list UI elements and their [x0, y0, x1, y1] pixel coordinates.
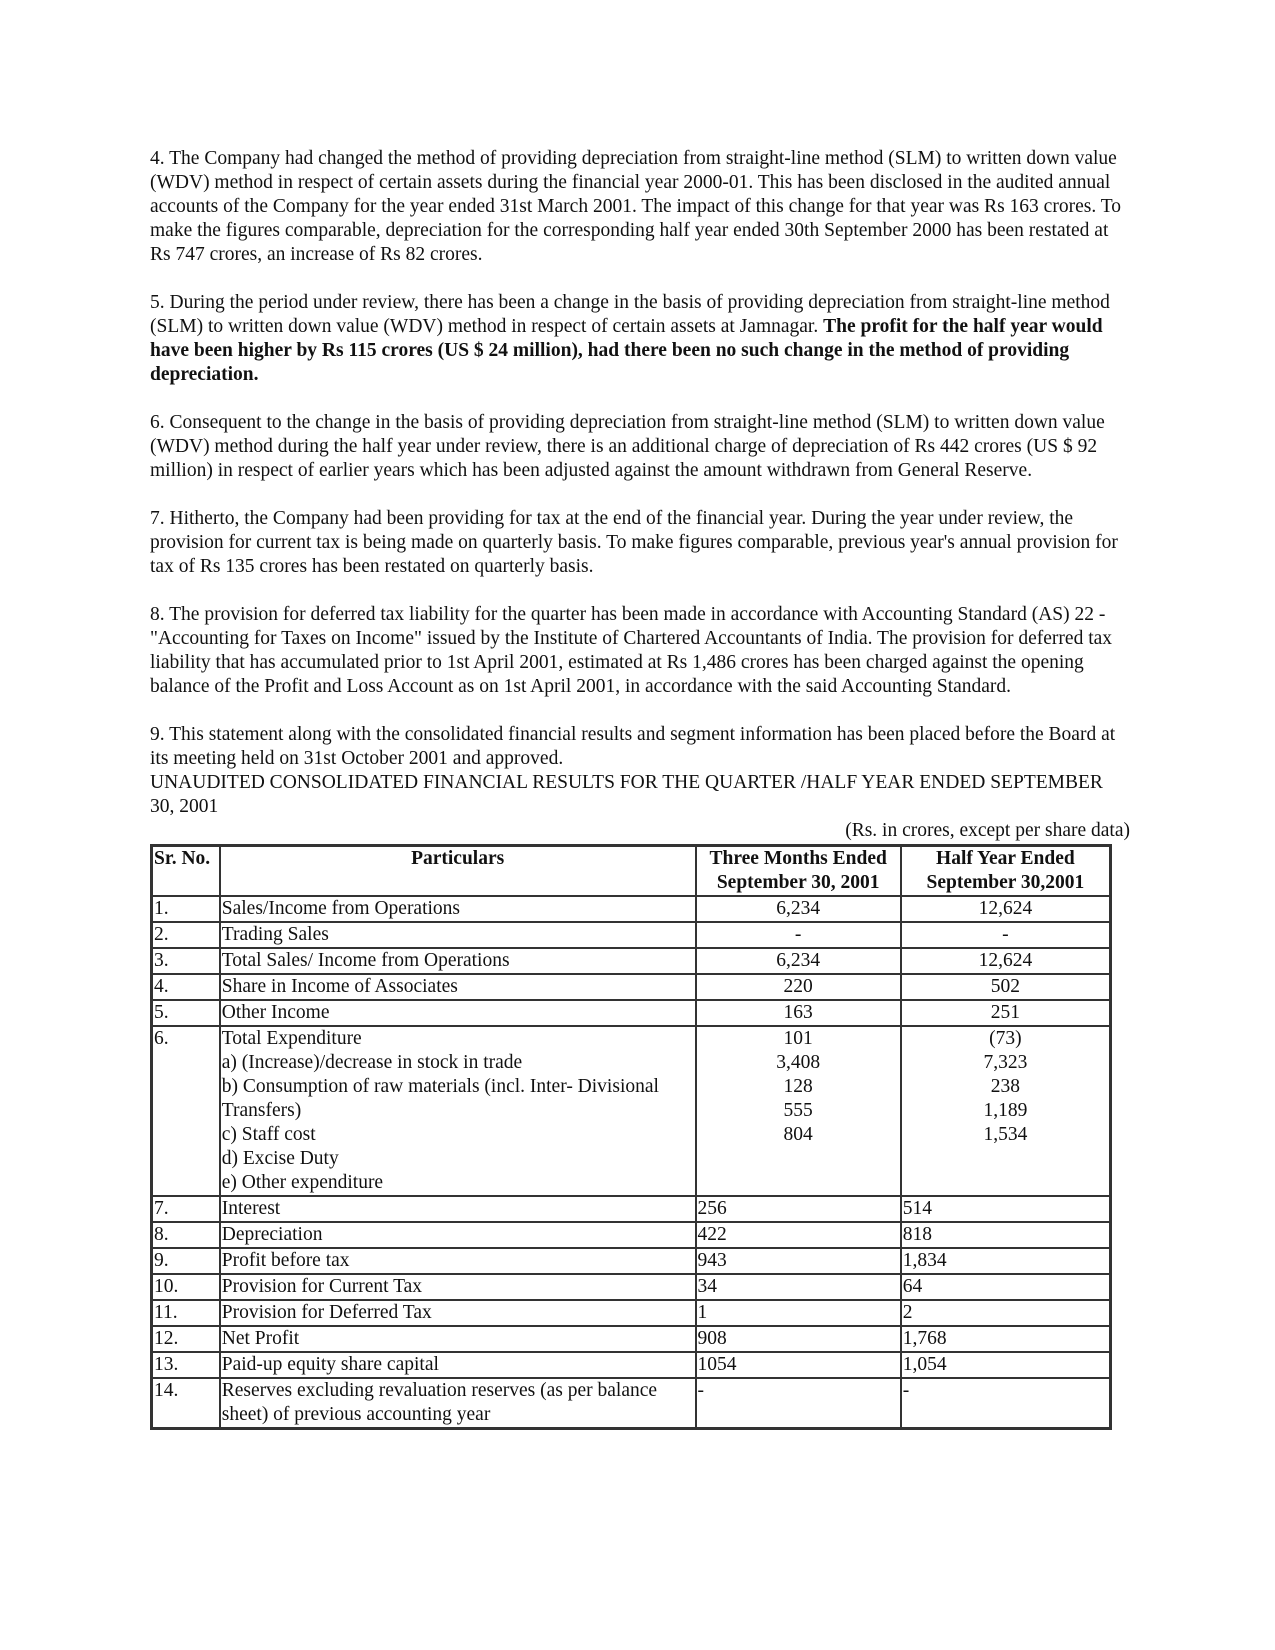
table-row — [152, 1378, 1110, 1428]
expenditure-excise-label: d) Excise Duty — [221, 1148, 339, 1169]
half-year-value: 238 — [990, 1076, 1021, 1097]
row-half-year: 2 — [901, 1300, 1110, 1326]
row-particulars: Profit before tax — [220, 1248, 696, 1274]
half-year-value: 7,323 — [983, 1052, 1028, 1073]
row-three-months: 1054 — [696, 1352, 901, 1378]
expenditure-total-label: Total Expenditure — [221, 1028, 362, 1049]
row-particulars: Net Profit — [220, 1326, 696, 1352]
header-half-year — [901, 846, 1110, 896]
units-note: (Rs. in crores, except per share data) — [845, 820, 1130, 841]
three-months-value: 804 — [783, 1124, 813, 1145]
row-sr: 2. — [152, 922, 220, 948]
row-particulars: Provision for Deferred Tax — [220, 1300, 696, 1326]
row-three-months: 256 — [696, 1196, 901, 1222]
row-half-year: 1,834 — [901, 1248, 1110, 1274]
note-9: 9. This statement along with the consolidated financial results and segment information has been placed before the Board at its meeting held on 31st October 2001 and approved. — [150, 724, 1116, 769]
table-row — [152, 1326, 1110, 1352]
table-row — [152, 1300, 1110, 1326]
row-half-year: 64 — [901, 1274, 1110, 1300]
note-5-text: 5. During the period under review, there has been a change in the basis of providing depreciation from straight-line method (SLM) to written down value (WDV) method in respect of certain assets at Jamnagar. — [150, 292, 1110, 337]
row-three-months: 1 — [696, 1300, 901, 1326]
header-half-year-line2: September 30,2001 — [926, 872, 1085, 893]
row-particulars: Share in Income of Associates — [220, 974, 696, 1000]
row-particulars: Other Income — [220, 1000, 696, 1026]
table-row — [152, 1026, 1110, 1196]
header-three-months-line2: September 30, 2001 — [716, 872, 880, 893]
table-row — [152, 922, 1110, 948]
row-three-months: 220 — [696, 974, 901, 1000]
row-half-year: 818 — [901, 1222, 1110, 1248]
row-three-months: 908 — [696, 1326, 901, 1352]
table-row — [152, 1248, 1110, 1274]
row-half-year: 1,768 — [901, 1326, 1110, 1352]
expenditure-raw-materials-label: b) Consumption of raw materials (incl. Inter- Divisional Transfers) — [221, 1076, 659, 1121]
table-row — [152, 974, 1110, 1000]
three-months-value: 3,408 — [776, 1052, 821, 1073]
row-three-months: - — [696, 1378, 901, 1428]
row-half-year: 12,624 — [901, 948, 1110, 974]
half-year-value: 1,534 — [983, 1124, 1028, 1145]
expenditure-stock-label: a) (Increase)/decrease in stock in trade — [221, 1052, 523, 1073]
row-sr: 6. — [152, 1026, 220, 1196]
row-three-months: 6,234 — [696, 948, 901, 974]
row-particulars: Total Sales/ Income from Operations — [220, 948, 696, 974]
half-year-value: 1,189 — [983, 1100, 1028, 1121]
row-three-months: - — [696, 922, 901, 948]
note-5-bold-text: The profit for the half year would have been higher by Rs 115 crores (US $ 24 million), had there been no such change in the method of providing depreciation. — [150, 316, 1103, 385]
note-8: 8. The provision for deferred tax liability for the quarter has been made in accordance with Accounting Standard (AS) 22 - "Accounting for Taxes on Income" issued by the Institute of Chartered Accountants of India. The provision for deferred tax liability that has accumulated prior to 1st April 2001, estimated at Rs 1,486 crores has been charged against the opening balance of the Profit and Loss Account as on 1st April 2001, in accordance with the said Accounting Standard. — [150, 604, 1113, 697]
row-sr: 14. — [152, 1378, 220, 1428]
three-months-value: 101 — [783, 1028, 813, 1049]
note-7: 7. Hitherto, the Company had been providing for tax at the end of the financial year. During the year under review, the provision for current tax is being made on quarterly basis. To make figures comparable, previous year's annual provision for tax of Rs 135 crores has been restated on quarterly basis. — [150, 508, 1118, 577]
note-6: 6. Consequent to the change in the basis of providing depreciation from straight-line method (SLM) to written down value (WDV) method during the half year under review, there is an additional charge of depreciation of Rs 442 crores (US $ 92 million) in respect of earlier years which has been adjusted against the amount withdrawn from General Reserve. — [150, 412, 1105, 481]
row-sr: 7. — [152, 1196, 220, 1222]
row-particulars: Sales/Income from Operations — [220, 896, 696, 922]
header-three-months-line1: Three Months Ended — [709, 848, 887, 869]
table-row — [152, 1222, 1110, 1248]
row-three-months — [696, 1026, 901, 1196]
row-half-year — [901, 1026, 1110, 1196]
half-year-value: (73) — [989, 1028, 1022, 1049]
row-particulars — [220, 1026, 696, 1196]
row-half-year: 514 — [901, 1196, 1110, 1222]
note-5 — [150, 291, 1130, 387]
row-particulars: Interest — [220, 1196, 696, 1222]
row-particulars: Reserves excluding revaluation reserves (as per balance sheet) of previous accounting year — [220, 1378, 696, 1428]
three-months-value: 128 — [783, 1076, 813, 1097]
row-three-months: 163 — [696, 1000, 901, 1026]
row-three-months: 34 — [696, 1274, 901, 1300]
row-three-months: 943 — [696, 1248, 901, 1274]
row-sr: 1. — [152, 896, 220, 922]
row-sr: 4. — [152, 974, 220, 1000]
expenditure-staff-label: c) Staff cost — [221, 1124, 316, 1145]
row-sr: 9. — [152, 1248, 220, 1274]
row-half-year: 1,054 — [901, 1352, 1110, 1378]
header-three-months — [696, 846, 901, 896]
row-half-year: - — [901, 1378, 1110, 1428]
document-page — [150, 147, 1130, 1430]
table-row — [152, 1352, 1110, 1378]
row-sr: 12. — [152, 1326, 220, 1352]
three-months-value: 555 — [783, 1100, 813, 1121]
table-row — [152, 896, 1110, 922]
row-half-year: 251 — [901, 1000, 1110, 1026]
table-row — [152, 1000, 1110, 1026]
row-sr: 8. — [152, 1222, 220, 1248]
row-half-year: 502 — [901, 974, 1110, 1000]
row-half-year: - — [901, 922, 1110, 948]
note-4: 4. The Company had changed the method of providing depreciation from straight-line method (SLM) to written down value (WDV) method in respect of certain assets during the financial year 2000-01. This has been disclosed in the audited annual accounts of the Company for the year ended 31st March 2001. The impact of this change for that year was Rs 163 crores. To make the figures comparable, depreciation for the corresponding half year ended 30th September 2000 has been restated at Rs 747 crores, an increase of Rs 82 crores. — [150, 148, 1122, 265]
table-row — [152, 948, 1110, 974]
table-header-row — [152, 846, 1110, 896]
table-row — [152, 1196, 1110, 1222]
header-sr-no: Sr. No. — [152, 846, 220, 896]
expenditure-other-label: e) Other expenditure — [221, 1172, 384, 1193]
row-particulars: Trading Sales — [220, 922, 696, 948]
results-title: UNAUDITED CONSOLIDATED FINANCIAL RESULTS FOR THE QUARTER /HALF YEAR ENDED SEPTEMBER 30, 2001 — [150, 772, 1103, 817]
row-sr: 11. — [152, 1300, 220, 1326]
row-three-months: 422 — [696, 1222, 901, 1248]
row-sr: 3. — [152, 948, 220, 974]
row-particulars: Provision for Current Tax — [220, 1274, 696, 1300]
row-sr: 5. — [152, 1000, 220, 1026]
row-sr: 10. — [152, 1274, 220, 1300]
row-half-year: 12,624 — [901, 896, 1110, 922]
row-particulars: Depreciation — [220, 1222, 696, 1248]
table-row — [152, 1274, 1110, 1300]
row-particulars: Paid-up equity share capital — [220, 1352, 696, 1378]
header-half-year-line1: Half Year Ended — [936, 848, 1075, 869]
row-sr: 13. — [152, 1352, 220, 1378]
results-table — [150, 844, 1112, 1430]
header-particulars: Particulars — [220, 846, 696, 896]
row-three-months: 6,234 — [696, 896, 901, 922]
